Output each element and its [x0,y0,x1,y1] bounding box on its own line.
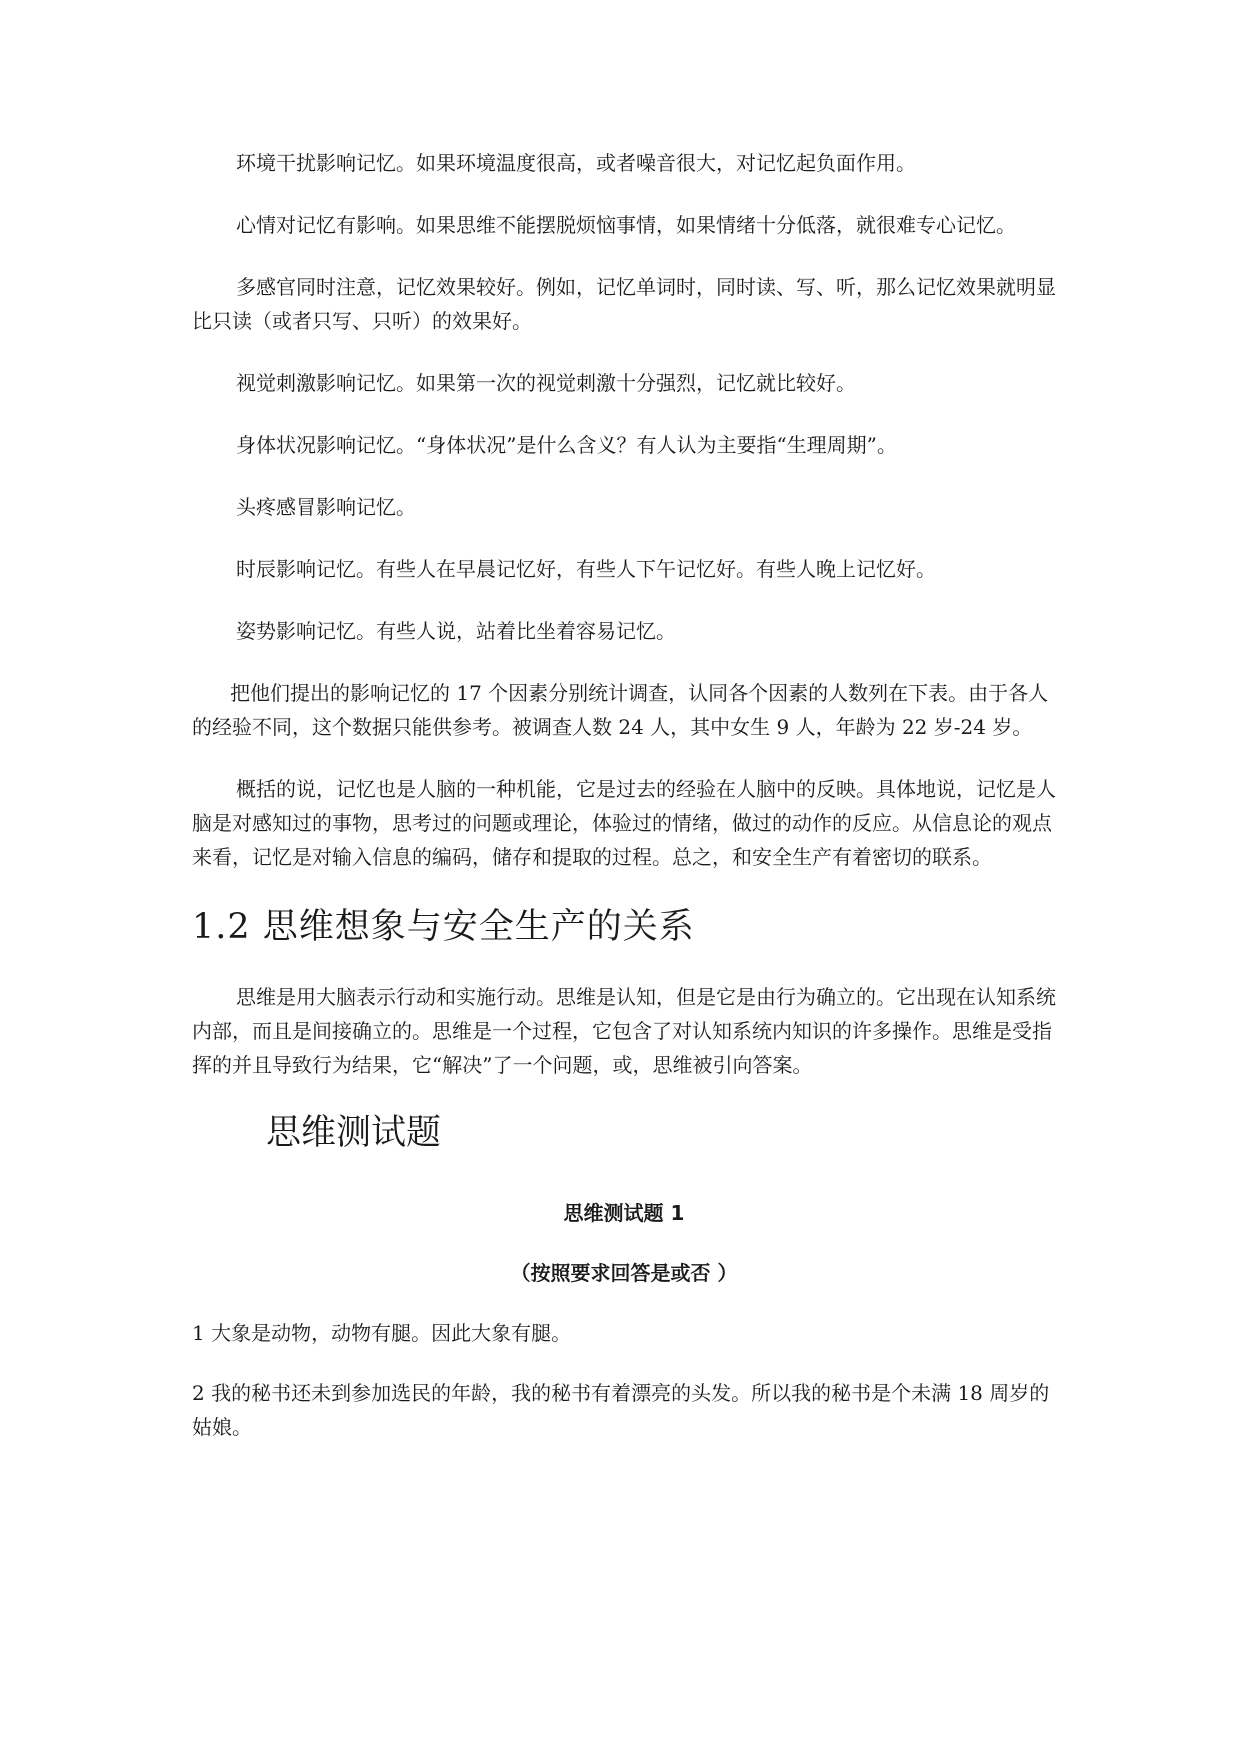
section-heading: 1.2 思维想象与安全生产的关系 [192,907,695,947]
paragraph-headache: 头疼感冒影响记忆。 [236,495,416,519]
test-heading: 思维测试题 [266,1113,442,1153]
paragraph-environment: 环境干扰影响记忆。如果环境温度很高，或者噪音很大，对记忆起负面作用。 [236,151,916,175]
paragraph-posture: 姿势影响记忆。有些人说，站着比坐着容易记忆。 [236,619,676,643]
paragraph-thinking: 思维是用大脑表示行动和实施行动。思维是认知，但是它是由行为确立的。它出现在认知系统内部，而且是间接确立的。思维是一个过程，它包含了对认知系统内知识的许多操作。思维是受指挥的并且导致行为结果，它“解决”了一个问题，或，思维被引向答案。 [192,985,1056,1077]
page-content [192,146,1056,1470]
paragraph-survey: 把他们提出的影响记忆的 17 个因素分别统计调查，认同各个因素的人数列在下表。由于各人的经验不同，这个数据只能供参考。被调查人数 24 人，其中女生 9 人，年龄为 22 岁-24 岁。 [192,681,1049,739]
paragraph-mood: 心情对记忆有影响。如果思维不能摆脱烦恼事情，如果情绪十分低落，就很难专心记忆。 [236,213,1016,237]
paragraph-multisense: 多感官同时注意，记忆效果较好。例如，记忆单词时，同时读、写、听，那么记忆效果就明显比只读（或者只写、只听）的效果好。 [192,275,1056,333]
paragraph-time: 时辰影响记忆。有些人在早晨记忆好，有些人下午记忆好。有些人晚上记忆好。 [236,557,936,581]
paragraph-summary: 概括的说，记忆也是人脑的一种机能，它是过去的经验在人脑中的反映。具体地说，记忆是人脑是对感知过的事物，思考过的问题或理论，体验过的情绪，做过的动作的反应。从信息论的观点来看，记忆是对输入信息的编码，储存和提取的过程。总之，和安全生产有着密切的联系。 [192,777,1056,869]
test-title: 思维测试题 1 [563,1201,685,1225]
question-1: 1 大象是动物，动物有腿。因此大象有腿。 [192,1321,572,1345]
question-2: 2 我的秘书还未到参加选民的年龄，我的秘书有着漂亮的头发。所以我的秘书是个未满 18 周岁的姑娘。 [192,1381,1050,1439]
paragraph-visual: 视觉刺激影响记忆。如果第一次的视觉刺激十分强烈，记忆就比较好。 [236,371,856,395]
test-instruction: （按照要求回答是或否 ） [510,1261,738,1285]
paragraph-body-condition: 身体状况影响记忆。“身体状况”是什么含义？有人认为主要指“生理周期”。 [236,433,897,457]
